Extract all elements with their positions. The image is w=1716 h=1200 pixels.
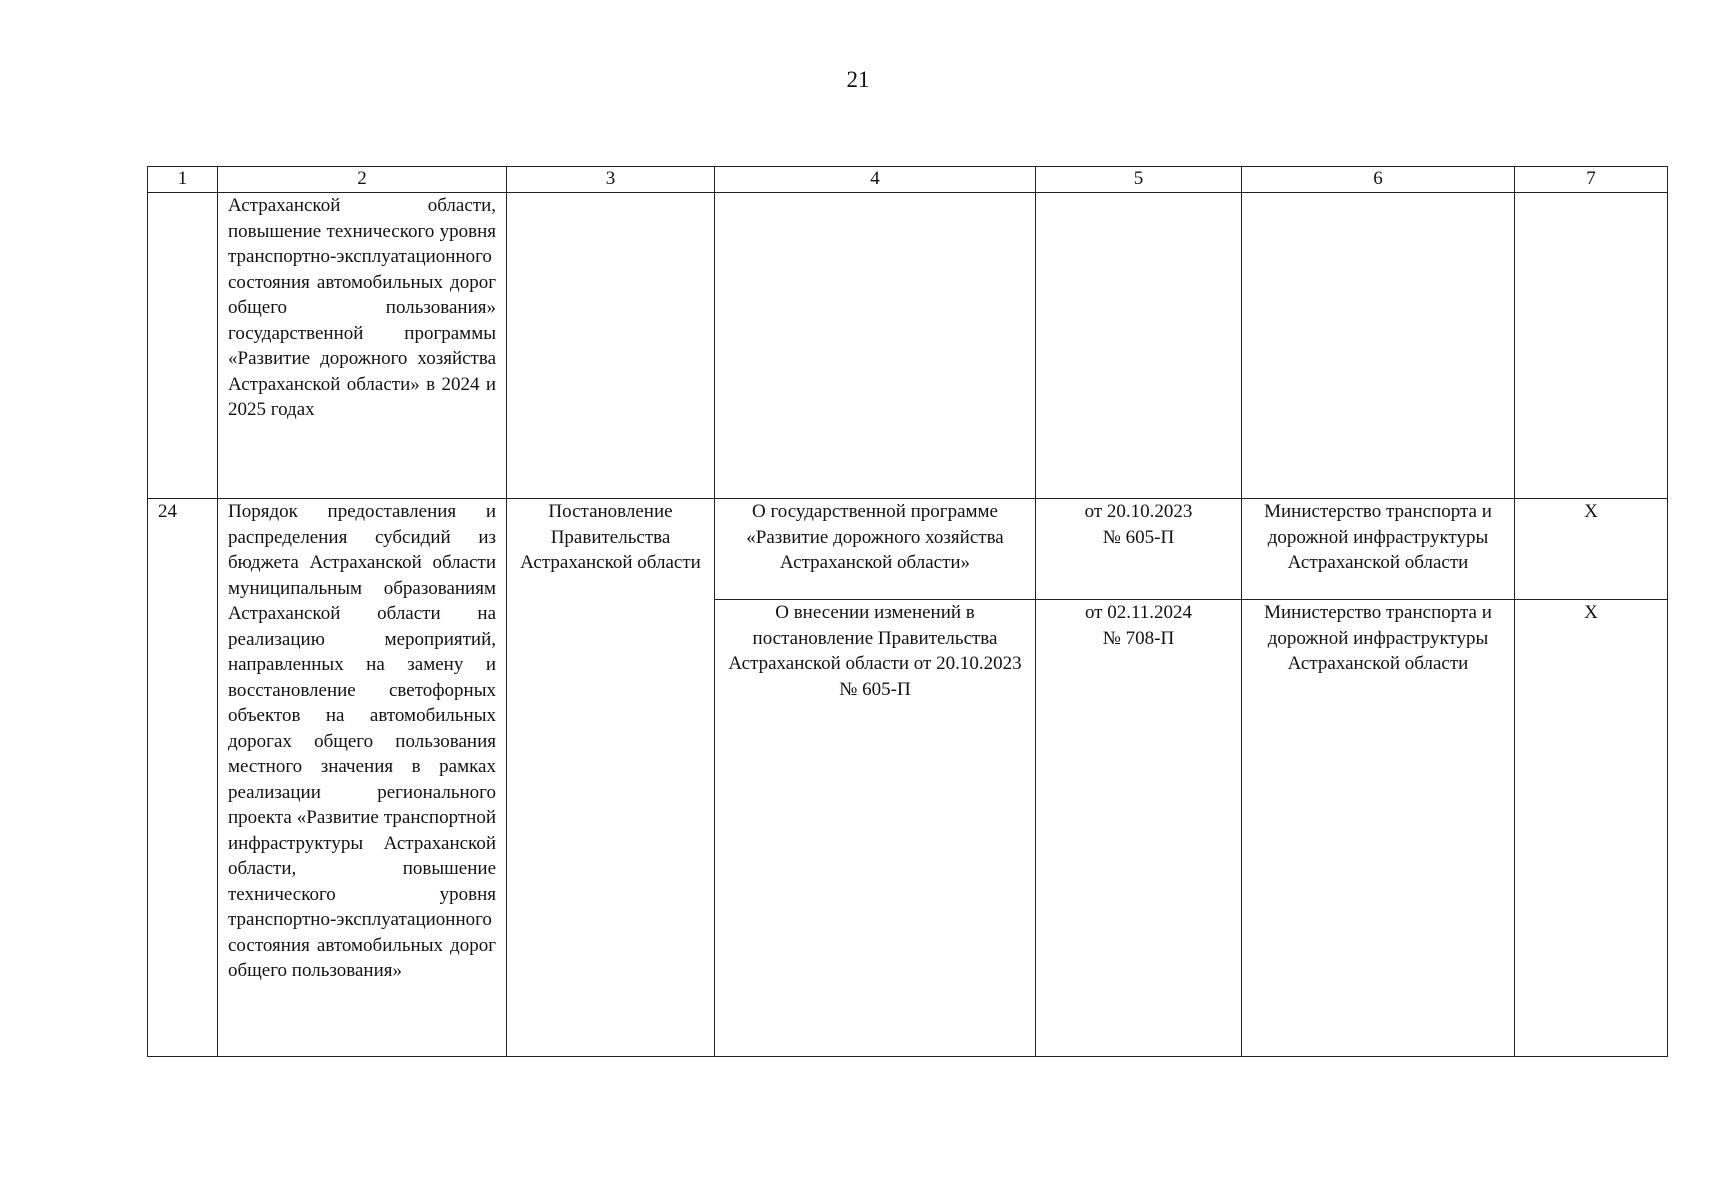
row24-entry1-number: № 605-П (1102, 526, 1175, 548)
row24-name: Порядок предоставления и распределения субсидий из бюджета Астраханской области муниципальным образованиям Астраханской области на реализацию мероприятий, направленных на замену и восстановление светофорных объектов на автомобильных дорогах общего пользования местного значения в рамках реализации регионального проекта «Развитие транспортной инфраструктуры Астраханской области, повышение технического уровня транспортно-эксплуатационного состояния автомобильных дорог общего пользования» (218, 499, 507, 1057)
row24-entry2-date-cell (1036, 600, 1242, 1057)
row24-entry2-mark: Х (1515, 600, 1668, 1057)
row24-entry2-date: от 02.11.2024 (1084, 602, 1193, 623)
table-row-continued (148, 193, 1668, 499)
header-cell-3: 3 (507, 167, 715, 193)
cont-cell-type (507, 193, 715, 499)
header-cell-5: 5 (1036, 167, 1242, 193)
regulations-table (147, 166, 1668, 1057)
header-cell-1: 1 (148, 167, 218, 193)
row24-entry2-authority: Министерство транспорта и дорожной инфраструктуры Астраханской области (1242, 600, 1515, 1057)
header-cell-6: 6 (1242, 167, 1515, 193)
row24-entry1-mark: Х (1515, 499, 1668, 600)
cont-cell-date (1036, 193, 1242, 499)
header-cell-4: 4 (715, 167, 1036, 193)
row24-entry1-date-cell (1036, 499, 1242, 600)
row24-doc-type: Постановление Правительства Астраханской области (507, 499, 715, 1057)
cont-cell-num (148, 193, 218, 499)
cont-cell-name: Астраханской области, повышение технического уровня транспортно-эксплуатационного состояния автомобильных дорог общего пользования» государственной программы «Развитие дорожного хозяйства Астраханской области» в 2024 и 2025 годах (218, 193, 507, 499)
cont-cell-mark (1515, 193, 1668, 499)
row24-entry2-number: № 708-П (1102, 627, 1175, 649)
table-header-row (148, 167, 1668, 193)
row24-entry2-title: О внесении изменений в постановление Правительства Астраханской области от 20.10.2023 № 605-П (715, 600, 1036, 1057)
row24-entry1-authority: Министерство транспорта и дорожной инфраструктуры Астраханской области (1242, 499, 1515, 600)
header-cell-7: 7 (1515, 167, 1668, 193)
page-number: 21 (846, 67, 870, 92)
header-cell-2: 2 (218, 167, 507, 193)
row24-number: 24 (148, 499, 218, 1057)
cont-cell-title (715, 193, 1036, 499)
cont-cell-authority (1242, 193, 1515, 499)
table-row-24-entry-1 (148, 499, 1668, 600)
row24-entry1-title: О государственной программе «Развитие дорожного хозяйства Астраханской области» (715, 499, 1036, 600)
row24-entry1-date: от 20.10.2023 (1084, 501, 1193, 522)
